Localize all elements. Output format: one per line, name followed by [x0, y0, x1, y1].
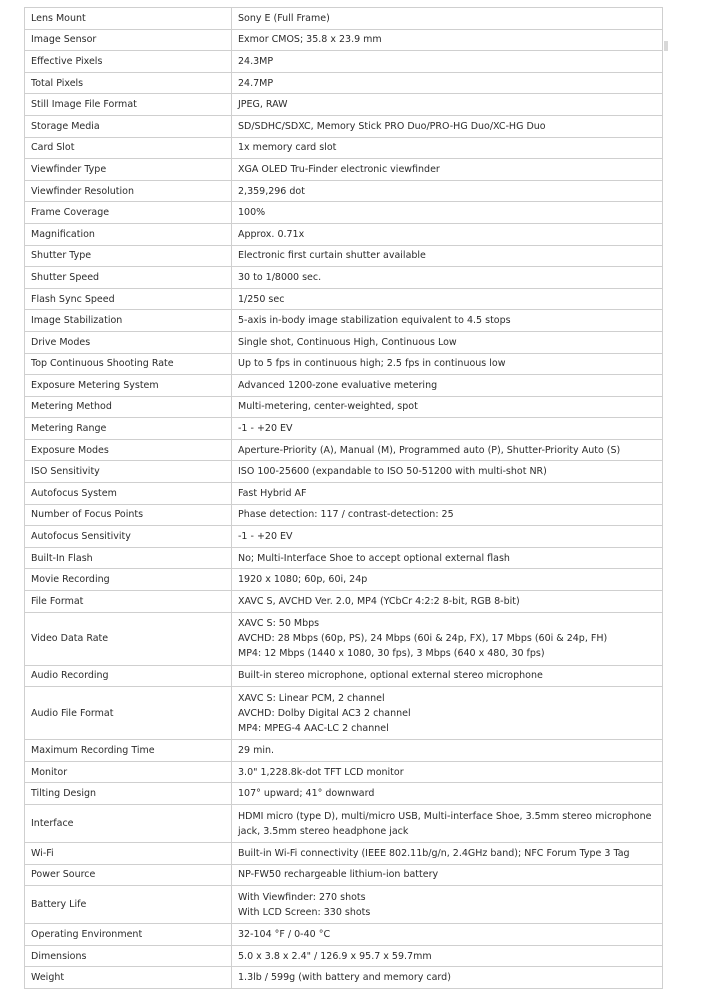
spec-row — [25, 687, 663, 740]
spec-row — [25, 864, 663, 886]
spec-value-line: 5.0 x 3.8 x 2.4" / 126.9 x 95.7 x 59.7mm — [238, 950, 432, 962]
spec-row — [25, 805, 663, 843]
spec-value — [232, 94, 663, 116]
spec-table — [24, 7, 663, 989]
spec-row — [25, 51, 663, 73]
scroll-marker — [664, 41, 668, 51]
spec-value — [232, 310, 663, 332]
spec-row — [25, 288, 663, 310]
spec-value — [232, 8, 663, 30]
spec-value-line: 29 min. — [238, 745, 275, 757]
spec-value-line: -1 - +20 EV — [238, 423, 293, 435]
spec-value — [232, 526, 663, 548]
spec-value-line: 107° upward; 41° downward — [238, 788, 375, 800]
spec-value — [232, 288, 663, 310]
spec-value — [232, 223, 663, 245]
spec-value-line: Multi-metering, center-weighted, spot — [238, 401, 418, 413]
spec-row — [25, 72, 663, 94]
spec-value-line: NP-FW50 rechargeable lithium-ion battery — [238, 869, 439, 881]
spec-label: Weight — [25, 967, 232, 989]
spec-value — [232, 687, 663, 740]
spec-row — [25, 461, 663, 483]
spec-value — [232, 202, 663, 224]
spec-row — [25, 504, 663, 526]
spec-label: Wi-Fi — [25, 843, 232, 865]
spec-value — [232, 569, 663, 591]
spec-label: Image Sensor — [25, 29, 232, 51]
spec-label: Metering Range — [25, 418, 232, 440]
spec-value-line: AVCHD: 28 Mbps (60p, PS), 24 Mbps (60i & 24p, FX), 17 Mbps (60i & 24p, FH) — [238, 633, 608, 645]
spec-value — [232, 740, 663, 762]
spec-value-line: Built-in Wi-Fi connectivity (IEEE 802.11b/g/n, 2.4GHz band); NFC Forum Type 3 Tag — [238, 847, 630, 859]
spec-value — [232, 665, 663, 687]
spec-row — [25, 310, 663, 332]
spec-row — [25, 665, 663, 687]
spec-row — [25, 418, 663, 440]
spec-row — [25, 783, 663, 805]
spec-value — [232, 418, 663, 440]
spec-row — [25, 115, 663, 137]
spec-label: Audio Recording — [25, 665, 232, 687]
spec-value-line: 2,359,296 dot — [238, 185, 305, 197]
spec-row — [25, 29, 663, 51]
spec-value — [232, 137, 663, 159]
spec-value — [232, 115, 663, 137]
spec-row — [25, 331, 663, 353]
spec-value-line: Electronic first curtain shutter available — [238, 250, 426, 262]
spec-value — [232, 612, 663, 665]
spec-label: Autofocus Sensitivity — [25, 526, 232, 548]
spec-value-line: 5-axis in-body image stabilization equivalent to 4.5 stops — [238, 315, 511, 327]
spec-value — [232, 267, 663, 289]
spec-row — [25, 591, 663, 613]
spec-value — [232, 51, 663, 73]
spec-value-line: Up to 5 fps in continuous high; 2.5 fps in continuous low — [238, 358, 506, 370]
spec-label: Flash Sync Speed — [25, 288, 232, 310]
spec-value — [232, 483, 663, 505]
spec-value — [232, 245, 663, 267]
spec-value-line: 3.0" 1,228.8k-dot TFT LCD monitor — [238, 766, 404, 778]
spec-value-line: AVCHD: Dolby Digital AC3 2 channel — [238, 707, 411, 719]
spec-value — [232, 805, 663, 843]
spec-value — [232, 331, 663, 353]
spec-value-line: 100% — [238, 207, 266, 219]
spec-label: Image Stabilization — [25, 310, 232, 332]
spec-label: Total Pixels — [25, 72, 232, 94]
spec-value-line: SD/SDHC/SDXC, Memory Stick PRO Duo/PRO-HG Duo/XC-HG Duo — [238, 120, 546, 132]
spec-value-line: 1/250 sec — [238, 293, 285, 305]
spec-label: Dimensions — [25, 945, 232, 967]
spec-value-line: Phase detection: 117 / contrast-detection: 25 — [238, 509, 454, 521]
spec-label: Built-In Flash — [25, 547, 232, 569]
spec-row — [25, 180, 663, 202]
spec-row — [25, 245, 663, 267]
spec-row — [25, 761, 663, 783]
spec-row — [25, 612, 663, 665]
spec-label: Power Source — [25, 864, 232, 886]
spec-value — [232, 924, 663, 946]
spec-row — [25, 547, 663, 569]
spec-label: Maximum Recording Time — [25, 740, 232, 762]
spec-value-line: With Viewfinder: 270 shots — [238, 891, 366, 903]
spec-label: Audio File Format — [25, 687, 232, 740]
spec-row — [25, 8, 663, 30]
spec-value-line: 1x memory card slot — [238, 142, 337, 154]
spec-row — [25, 137, 663, 159]
spec-value-line: ISO 100-25600 (expandable to ISO 50-51200 with multi-shot NR) — [238, 466, 547, 478]
spec-label: Drive Modes — [25, 331, 232, 353]
spec-value-line: -1 - +20 EV — [238, 531, 293, 543]
spec-row — [25, 569, 663, 591]
spec-label: Storage Media — [25, 115, 232, 137]
spec-label: Autofocus System — [25, 483, 232, 505]
spec-table-body — [25, 8, 663, 989]
spec-value — [232, 353, 663, 375]
spec-value — [232, 504, 663, 526]
spec-value — [232, 843, 663, 865]
spec-label: Number of Focus Points — [25, 504, 232, 526]
spec-value — [232, 375, 663, 397]
spec-label: Video Data Rate — [25, 612, 232, 665]
spec-label: Monitor — [25, 761, 232, 783]
spec-label: Exposure Modes — [25, 439, 232, 461]
spec-value-line: Sony E (Full Frame) — [238, 12, 330, 24]
spec-row — [25, 924, 663, 946]
spec-label: Exposure Metering System — [25, 375, 232, 397]
spec-row — [25, 483, 663, 505]
spec-value — [232, 159, 663, 181]
spec-value-line: MP4: 12 Mbps (1440 x 1080, 30 fps), 3 Mbps (640 x 480, 30 fps) — [238, 648, 545, 660]
spec-value-line: XGA OLED Tru-Finder electronic viewfinder — [238, 163, 440, 175]
spec-value-line: XAVC S, AVCHD Ver. 2.0, MP4 (YCbCr 4:2:2 8-bit, RGB 8-bit) — [238, 595, 520, 607]
spec-value — [232, 783, 663, 805]
spec-label: Metering Method — [25, 396, 232, 418]
spec-label: Battery Life — [25, 886, 232, 924]
spec-row — [25, 353, 663, 375]
spec-row — [25, 202, 663, 224]
spec-label: File Format — [25, 591, 232, 613]
spec-value — [232, 72, 663, 94]
spec-value — [232, 29, 663, 51]
spec-label: Operating Environment — [25, 924, 232, 946]
spec-value — [232, 439, 663, 461]
spec-value — [232, 864, 663, 886]
spec-row — [25, 439, 663, 461]
spec-value-line: Aperture-Priority (A), Manual (M), Programmed auto (P), Shutter-Priority Auto (S) — [238, 444, 621, 456]
spec-row — [25, 967, 663, 989]
spec-row — [25, 740, 663, 762]
spec-value-line: 1920 x 1080; 60p, 60i, 24p — [238, 574, 368, 586]
spec-label: ISO Sensitivity — [25, 461, 232, 483]
spec-label: Tilting Design — [25, 783, 232, 805]
spec-row — [25, 94, 663, 116]
spec-value — [232, 761, 663, 783]
spec-value-line: jack, 3.5mm stereo headphone jack — [238, 825, 409, 837]
spec-value-line: No; Multi-Interface Shoe to accept optional external flash — [238, 552, 510, 564]
spec-row — [25, 396, 663, 418]
spec-value — [232, 396, 663, 418]
spec-value-line: JPEG, RAW — [238, 99, 288, 111]
spec-value — [232, 886, 663, 924]
spec-value-line: MP4: MPEG-4 AAC-LC 2 channel — [238, 722, 389, 734]
spec-value — [232, 180, 663, 202]
spec-value — [232, 547, 663, 569]
spec-label: Card Slot — [25, 137, 232, 159]
spec-value-line: 32-104 °F / 0-40 °C — [238, 928, 331, 940]
spec-row — [25, 945, 663, 967]
spec-row — [25, 223, 663, 245]
spec-label: Frame Coverage — [25, 202, 232, 224]
spec-value-line: 30 to 1/8000 sec. — [238, 271, 322, 283]
spec-label: Top Continuous Shooting Rate — [25, 353, 232, 375]
spec-value-line: Approx. 0.71x — [238, 228, 305, 240]
spec-value — [232, 591, 663, 613]
spec-value-line: 1.3lb / 599g (with battery and memory card) — [238, 972, 451, 984]
spec-label: Viewfinder Resolution — [25, 180, 232, 202]
spec-row — [25, 267, 663, 289]
spec-label: Shutter Type — [25, 245, 232, 267]
spec-label: Still Image File Format — [25, 94, 232, 116]
spec-value-line: Exmor CMOS; 35.8 x 23.9 mm — [238, 34, 382, 46]
spec-value-line: 24.3MP — [238, 55, 274, 67]
spec-label: Lens Mount — [25, 8, 232, 30]
spec-value-line: Single shot, Continuous High, Continuous Low — [238, 336, 457, 348]
spec-row — [25, 843, 663, 865]
spec-value-line: HDMI micro (type D), multi/micro USB, Multi-interface Shoe, 3.5mm stereo microphone — [238, 810, 652, 822]
spec-label: Movie Recording — [25, 569, 232, 591]
spec-value — [232, 945, 663, 967]
spec-value-line: Built-in stereo microphone, optional external stereo microphone — [238, 670, 543, 682]
spec-value-line: XAVC S: Linear PCM, 2 channel — [238, 692, 385, 704]
spec-label: Effective Pixels — [25, 51, 232, 73]
spec-value-line: 24.7MP — [238, 77, 274, 89]
spec-row — [25, 159, 663, 181]
spec-row — [25, 886, 663, 924]
spec-value — [232, 967, 663, 989]
spec-value-line: XAVC S: 50 Mbps — [238, 618, 320, 630]
spec-row — [25, 526, 663, 548]
spec-value — [232, 461, 663, 483]
spec-label: Magnification — [25, 223, 232, 245]
spec-label: Viewfinder Type — [25, 159, 232, 181]
spec-label: Shutter Speed — [25, 267, 232, 289]
spec-value-line: Advanced 1200-zone evaluative metering — [238, 379, 438, 391]
spec-value-line: With LCD Screen: 330 shots — [238, 906, 371, 918]
spec-value-line: Fast Hybrid AF — [238, 487, 307, 499]
spec-row — [25, 375, 663, 397]
spec-label: Interface — [25, 805, 232, 843]
